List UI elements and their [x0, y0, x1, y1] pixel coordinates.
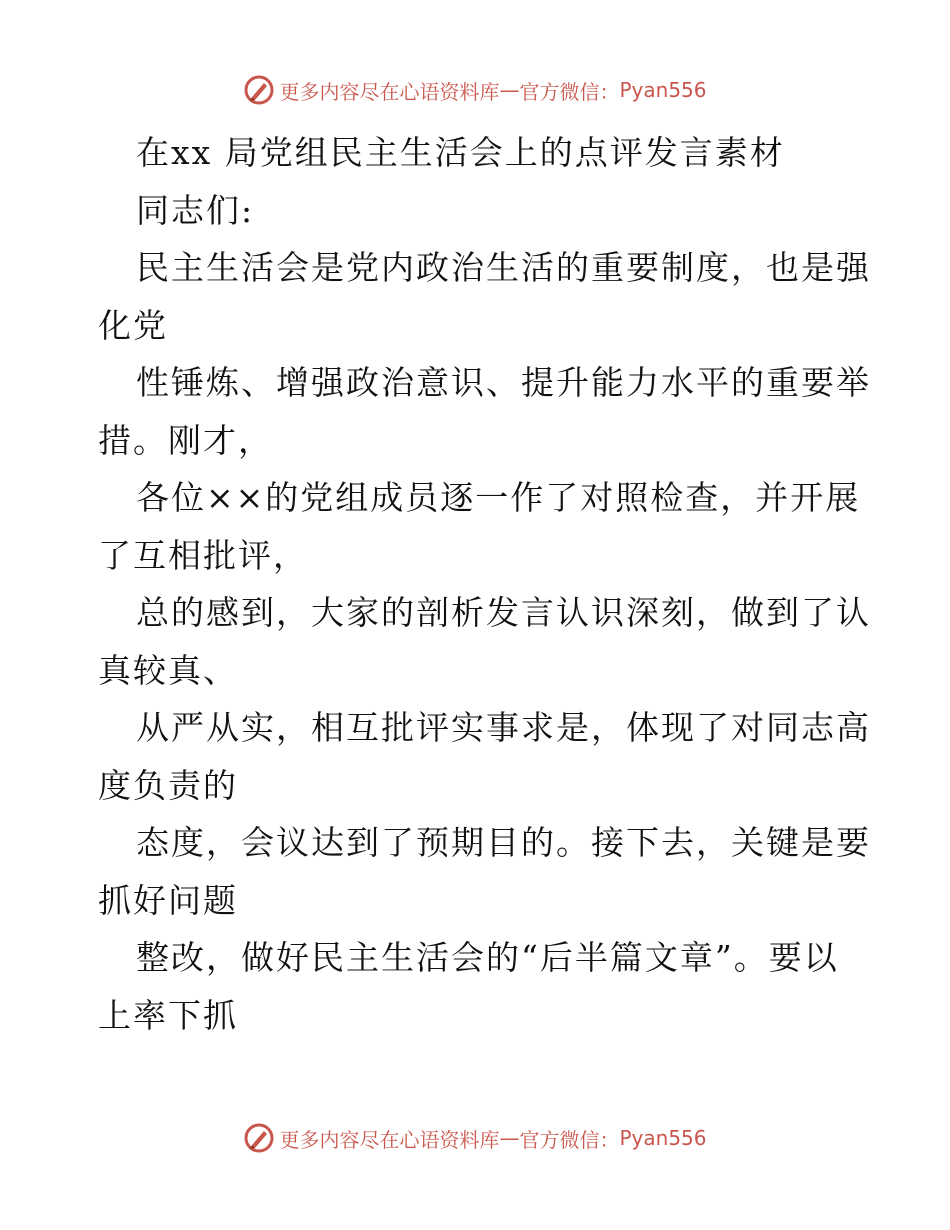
document-title: 在xx 局党组民主生活会上的点评发言素材: [136, 133, 785, 172]
body-line: 民主生活会是党内政治生活的重要制度，也是强: [136, 248, 871, 287]
watermark-separator: —: [499, 1126, 520, 1150]
document-body: [98, 124, 871, 1044]
pen-logo-icon: [243, 74, 275, 106]
body-line: 从严从实，相互批评实事求是，体现了对同志高: [136, 708, 871, 747]
pen-logo-icon: [243, 1122, 275, 1154]
body-line: 各位××的党组成员逐一作了对照检查，并开展: [136, 478, 861, 517]
watermark-wechat-id: Pyan556: [619, 78, 707, 102]
watermark-separator: —: [499, 78, 520, 102]
body-line: 度负责的: [98, 765, 238, 805]
body-line: 上率下抓: [98, 995, 238, 1035]
body-line: 化党: [98, 305, 168, 345]
body-line: 总的感到，大家的剖析发言认识深刻，做到了认: [136, 593, 871, 632]
footer-watermark: [0, 1118, 950, 1158]
body-line: 真较真、: [98, 650, 238, 690]
header-watermark: [0, 70, 950, 110]
salutation: 同志们:: [136, 190, 255, 230]
watermark-wechat-id: Pyan556: [619, 1126, 707, 1150]
body-line: 了互相批评，: [98, 535, 308, 575]
body-line: 整改，做好民主生活会的“后半篇文章”。要以: [136, 938, 839, 977]
body-line: 措。刚才，: [98, 420, 273, 460]
body-line: 性锤炼、增强政治意识、提升能力水平的重要举: [136, 363, 871, 402]
body-line: 抓好问题: [98, 880, 238, 920]
watermark-wechat-label: 官方微信：: [519, 79, 620, 104]
watermark-wechat-label: 官方微信：: [519, 1127, 620, 1152]
watermark-text: 更多内容尽在心语资料库: [279, 79, 500, 104]
body-line: 态度，会议达到了预期目的。接下去，关键是要: [136, 823, 871, 862]
watermark-text: 更多内容尽在心语资料库: [279, 1127, 500, 1152]
